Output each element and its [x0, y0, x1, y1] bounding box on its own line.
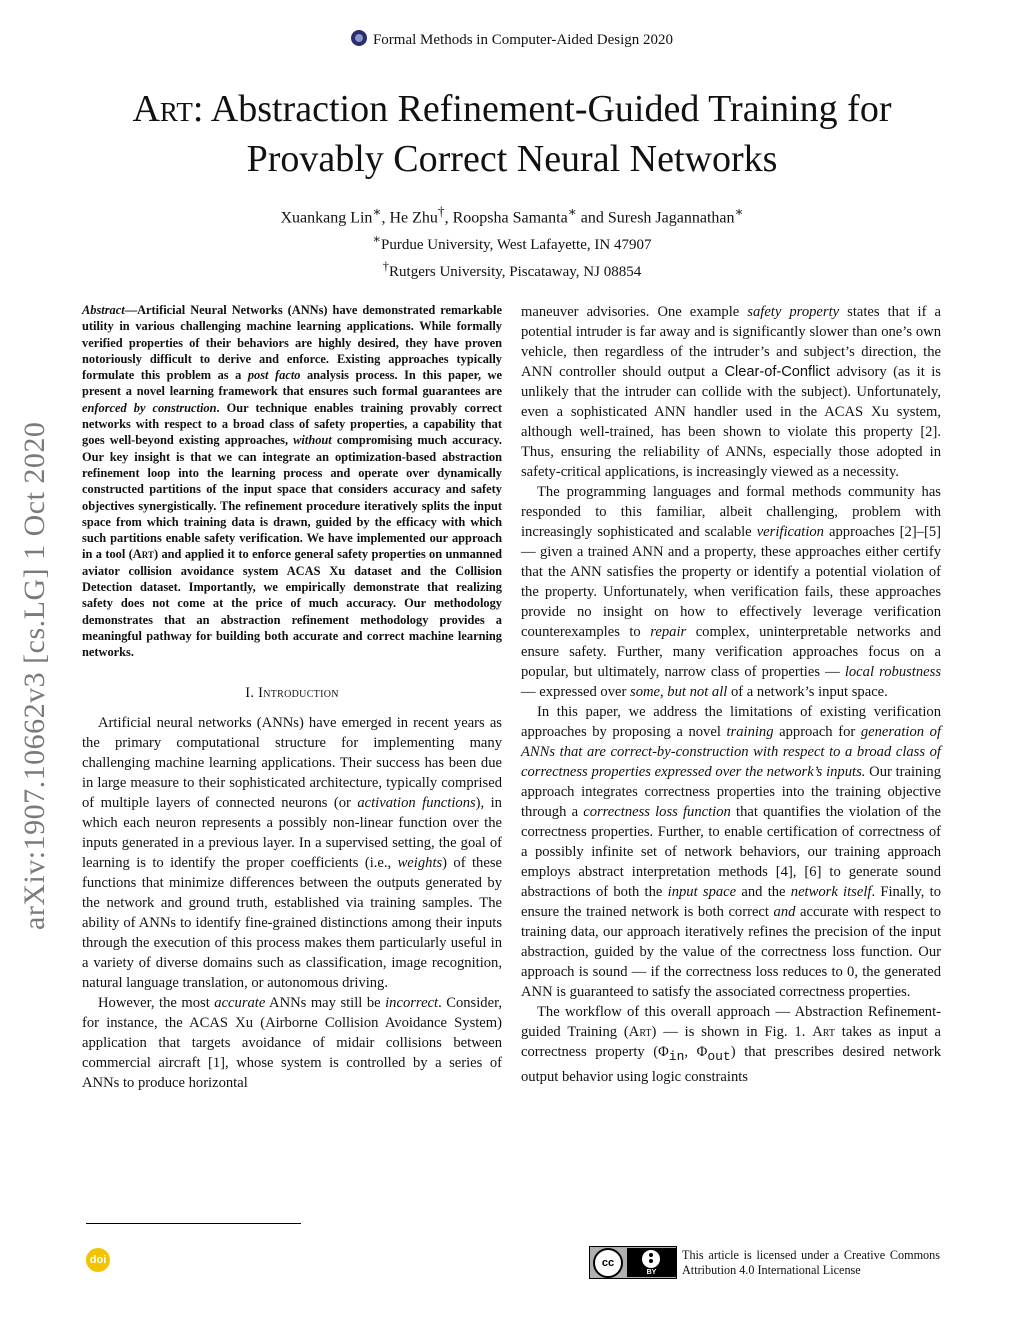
intro-paragraph-2	[82, 993, 502, 1093]
paragraph-text: ) that prescribes desired network output behavior using logic constraints	[521, 1044, 941, 1085]
affiliation-mark: ∗	[372, 204, 382, 219]
paragraph-text: Our training approach integrates correctness properties into the training objective through a	[521, 764, 941, 820]
paper-title	[60, 84, 964, 184]
paragraph-text: maneuver advisories. One example	[521, 304, 748, 320]
paragraph-text: states that if a potential intruder is far away and is significantly slower than one’s own vehicle, then regardless of the intruder’s and subject’s direction, the ANN controller should output a	[521, 304, 941, 380]
abstract-text: compromising much accuracy. Our key insight is that we can integrate an optimization-based abstraction refinement loop into the learning process and operate over dynamically constructed partitions of the input space that considers accuracy and safety objectives synergistically. The refinement procedure iteratively splits the input space from which training data is drawn, guided by the efficacy with which such partitions enable safety verification. We have implemented our approach in a tool (	[82, 433, 503, 562]
author-name: Xuankang Lin	[280, 209, 373, 227]
paragraph-text: and the	[736, 884, 791, 900]
abstract-art: Art	[132, 547, 154, 562]
abstract	[82, 302, 502, 661]
paragraph-emphasis: repair	[650, 624, 687, 640]
paragraph-text: , Φ	[684, 1044, 708, 1060]
intro-paragraph-1	[82, 713, 502, 993]
paragraph-text: . Finally, to ensure the trained network is both correct	[521, 884, 941, 920]
paragraph-text: The workflow of this overall approach — Abstraction Refinement-guided Training (	[521, 1004, 941, 1040]
paragraph-emphasis: training	[726, 724, 774, 740]
arxiv-stamp: arXiv:1907.10662v3 [cs.LG] 1 Oct 2020	[18, 421, 51, 930]
right-column	[521, 302, 941, 1087]
paragraph-text: ) — is shown in Fig. 1.	[651, 1024, 813, 1040]
venue-header	[0, 30, 1024, 49]
paragraph-text: However, the most	[98, 994, 215, 1011]
paragraph-text: accurate with respect to training data, our approach iteratively refines the precision of the input abstraction, guided by the value of the correctness loss function. Our approach is sound — if the correctness loss reduces to 0, the generated ANN is guaranteed to satisfy the associated correctness properties.	[521, 904, 941, 1000]
paragraph-text: — expressed over	[521, 684, 631, 700]
paragraph-emphasis: safety property	[747, 304, 840, 320]
doi-icon[interactable]: doi	[86, 1248, 110, 1272]
paragraph-text: approach for	[773, 724, 861, 740]
paragraph-text: . Consider, for instance, the ACAS Xu (Airborne Collision Avoidance System) application that targets avoidance of midair collisions between commercial aircraft [1], whose system is controlled by a series of ANNs to produce horizontal	[82, 994, 502, 1091]
abstract-label: Abstract	[82, 303, 125, 317]
section-numeral: I.	[245, 684, 255, 701]
author-block	[0, 201, 1024, 283]
paragraph-text: approaches [2]–[5] — given a trained ANN and a property, these approaches either certify that the ANN satisfies the property or identify a potential violation of the property. Unfortunately, when verification fails, these approaches provide no insight on how to effectively leverage verification counterexamples to	[521, 524, 942, 640]
section-heading-introduction	[82, 683, 502, 703]
abstract-text: ) and applied it to enforce general safety properties on unmanned aviator collision avoidance system ACAS Xu dataset and the Collision Detection dataset. Importantly, we empirically demonstrate that realizing safety does not come at the price of much accuracy. Our methodology demonstrates that an abstraction refinement methodology provides a meaningful pathway for building both accurate and correct machine learning networks.	[82, 547, 502, 660]
footnote-rule	[86, 1223, 301, 1224]
art-name: Art	[812, 1024, 835, 1040]
paragraph-text: ), in which each neuron represents a possibly non-linear function over the inputs generated in a previous layer. In a supervised setting, the goal of learning is to identify the proper coefficients (i.e.,	[82, 794, 502, 871]
affiliation-mark: †	[437, 204, 445, 219]
title-line2: Provably Correct Neural Networks	[246, 138, 778, 180]
left-column	[82, 302, 502, 1093]
title-line1: : Abstraction Refinement-Guided Training for	[192, 88, 892, 130]
paragraph-text: that quantifies the violation of the correctness properties. Further, to enable certification of correctness of a possibly infinite set of network behaviors, our training approach employs abstract interpretation methods [4], [6] to generate sound abstractions of both the	[521, 804, 941, 900]
paragraph-emphasis: activation functions	[357, 794, 476, 811]
author-list: Xuankang Lin∗, He Zhu†, Roopsha Samanta∗ and Suresh Jagannathan∗	[280, 204, 744, 227]
affiliation-mark: ∗	[372, 232, 382, 247]
abstract-text: —Artificial Neural Networks (ANNs) have demonstrated remarkable utility in various challenging machine learning applications. While formally verified properties of their behaviors are highly desired, they have proven notoriously difficult to derive and enforce. Existing approaches typically formulate this problem as a	[82, 303, 502, 383]
abstract-emphasis: post facto	[247, 368, 301, 383]
paragraph-text: ANNs may still be	[265, 994, 386, 1011]
right-paragraph-1	[521, 302, 941, 482]
by-label: BY	[646, 1269, 657, 1276]
license-text: This article is licensed under a Creative Commons Attribution 4.0 International License	[682, 1248, 940, 1277]
author-name: Roopsha Samanta	[452, 209, 568, 227]
right-paragraph-2	[521, 482, 941, 702]
author-name: Suresh Jagannathan	[607, 209, 735, 227]
art-name: Art	[628, 1024, 652, 1040]
paragraph-emphasis: accurate	[214, 994, 266, 1011]
paragraph-emphasis: network itself	[790, 884, 872, 900]
cc-icon: cc	[593, 1248, 623, 1278]
right-paragraph-4	[521, 1002, 941, 1087]
affiliation-text: Rutgers University, Piscataway, NJ 08854	[389, 264, 642, 281]
section-title: Introduction	[258, 684, 339, 701]
affiliation-mark: ∗	[734, 204, 744, 219]
abstract-emphasis: without	[293, 433, 332, 448]
paragraph-emphasis: generation of ANNs that are correct-by-construction with respect to a broad class of correctness properties expressed over the network’s inputs.	[521, 724, 942, 780]
paragraph-emphasis: correctness loss function	[583, 804, 731, 820]
right-paragraph-3	[521, 702, 941, 1002]
paragraph-text: ) of these functions that minimize differences between the outputs generated by the network and ground truth, established via training samples. The ability of ANNs to identify fine-grained distinctions among their inputs through the execution of this process makes them particularly useful in a variety of diverse domains such as classification, image recognition, natural language translation, or autonomous driving.	[82, 854, 502, 991]
abstract-text: . Our technique enables training provably correct networks with respect to a broad class of safety properties, a capability that goes well-beyond existing approaches,	[82, 400, 503, 448]
paragraph-emphasis: input space	[667, 884, 737, 900]
paragraph-text: In this paper, we address the limitations of existing verification approaches by proposing a novel	[521, 704, 941, 740]
paragraph-emphasis: local robustness	[844, 664, 941, 680]
author-and: and	[580, 209, 604, 227]
paragraph-text: complex, uninterpretable networks and ensure safety. Further, many verification approaches focus on a popular, but ultimately, narrow class of properties —	[521, 624, 941, 680]
phi-subscript: in	[668, 1048, 685, 1064]
affiliation-text: Purdue University, West Lafayette, IN 47907	[381, 237, 652, 254]
title-art: Art	[132, 88, 193, 130]
paragraph-text: advisory (as it is unlikely that the intruder can collide with the subject). Unfortunately, even a sophisticated ANN handler used in the ACAS Xu system, although well-trained, has been shown to violate this property [2]. Thus, ensuring the reliability of ANNs, especially those adopted in safety-critical applications, is increasingly viewed as a necessity.	[521, 364, 941, 480]
author-name: He Zhu	[389, 209, 438, 227]
paragraph-emphasis: incorrect	[385, 994, 439, 1011]
paragraph-text: The programming languages and formal methods community has responded to this familiar, albeit challenging, problem with increasingly sophisticated and scalable	[521, 484, 941, 540]
by-icon	[627, 1248, 676, 1277]
paragraph-emphasis: and	[773, 904, 796, 920]
abstract-text: analysis process. In this paper, we present a novel learning framework that ensures such formal guarantees are	[82, 368, 502, 399]
paragraph-emphasis: verification	[756, 524, 824, 540]
attribution-person-icon	[641, 1249, 661, 1269]
paragraph-emphasis: weights	[397, 854, 443, 871]
affiliation-mark: †	[382, 259, 390, 274]
paragraph-text: takes as input a correctness property (Φ	[521, 1024, 942, 1060]
abstract-emphasis: enforced by construction	[82, 400, 217, 415]
phi-subscript: out	[707, 1048, 731, 1064]
paragraph-text: of a network’s input space.	[727, 684, 888, 700]
affiliation-rutgers	[0, 256, 1024, 283]
paragraph-text: Artificial neural networks (ANNs) have emerged in recent years as the primary computational structure for implementing many challenging machine learning applications. Their success has been due in large measure to their sophisticated architecture, typically comprised of multiple layers of connected neurons (or	[82, 714, 502, 811]
fmcad-logo-icon	[351, 30, 367, 46]
advisory-label: Clear-of-Conflict	[724, 364, 830, 380]
affiliation-mark: ∗	[567, 204, 577, 219]
paragraph-emphasis: some, but not all	[630, 684, 728, 700]
venue-text: Formal Methods in Computer-Aided Design 2020	[372, 32, 674, 48]
cc-by-license-badge[interactable]	[589, 1246, 677, 1279]
affiliation-purdue	[0, 229, 1024, 256]
